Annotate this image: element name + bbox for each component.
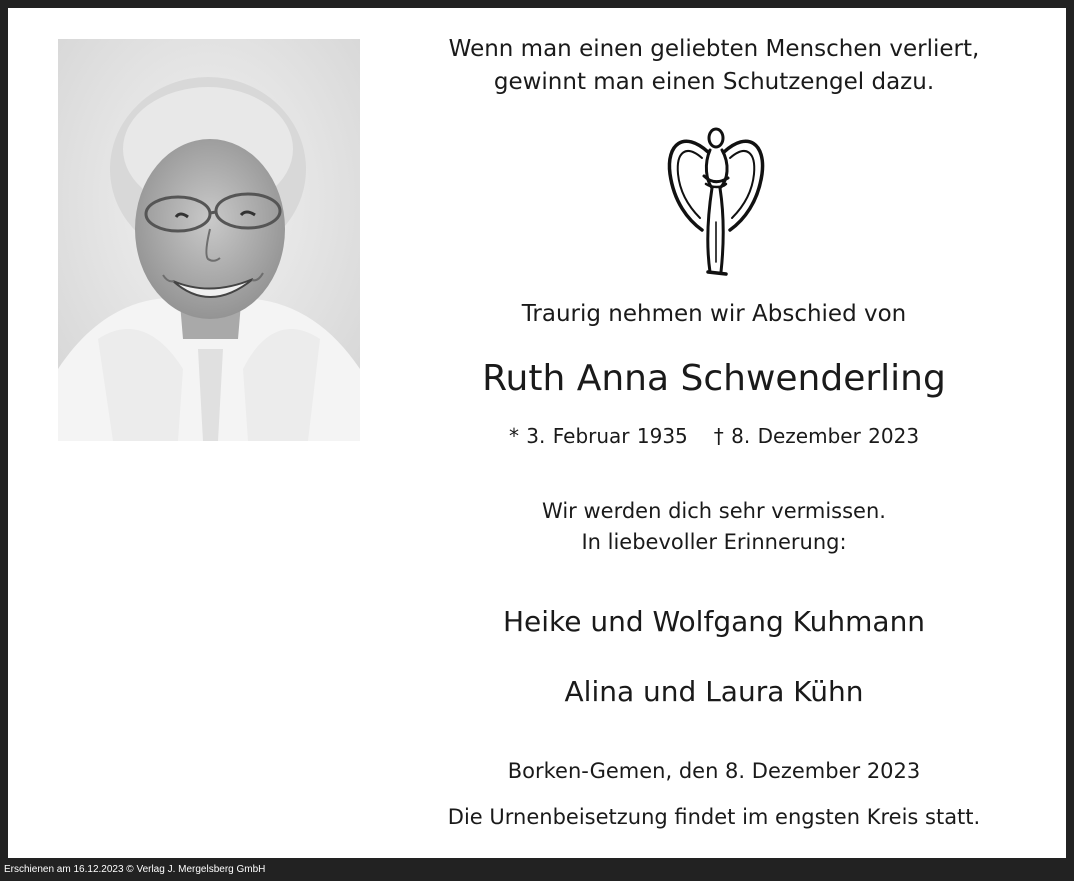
message-line-1: Wir werden dich sehr vermissen. (542, 499, 886, 523)
death-date: † 8. Dezember 2023 (713, 424, 920, 448)
obituary-card (8, 8, 1066, 858)
portrait-image (58, 39, 360, 441)
angel-icon (666, 122, 766, 282)
quote-line-1: Wenn man einen geliebten Menschen verliert, (448, 36, 980, 62)
mourner-names: Heike und Wolfgang Kuhmann (502, 605, 926, 638)
place-date: Borken-Gemen, den 8. Dezember 2023 (507, 759, 921, 783)
quote-line-2: gewinnt man einen Schutzengel dazu. (493, 69, 935, 95)
message-line-2: In liebevoller Erinnerung: (581, 530, 847, 554)
mourner-names: Alina und Laura Kühn (564, 675, 864, 708)
burial-note: Die Urnenbeisetzung findet im engsten Kreis statt. (447, 805, 981, 829)
portrait-photo (58, 39, 360, 441)
obituary-text (398, 8, 1030, 858)
birth-date: * 3. Februar 1935 (508, 424, 688, 448)
publication-footer: Erschienen am 16.12.2023 © Verlag J. Mergelsberg GmbH (4, 864, 266, 875)
farewell-intro: Traurig nehmen wir Abschied von (521, 301, 907, 327)
deceased-name: Ruth Anna Schwenderling (482, 358, 946, 399)
life-dates (398, 424, 1030, 448)
